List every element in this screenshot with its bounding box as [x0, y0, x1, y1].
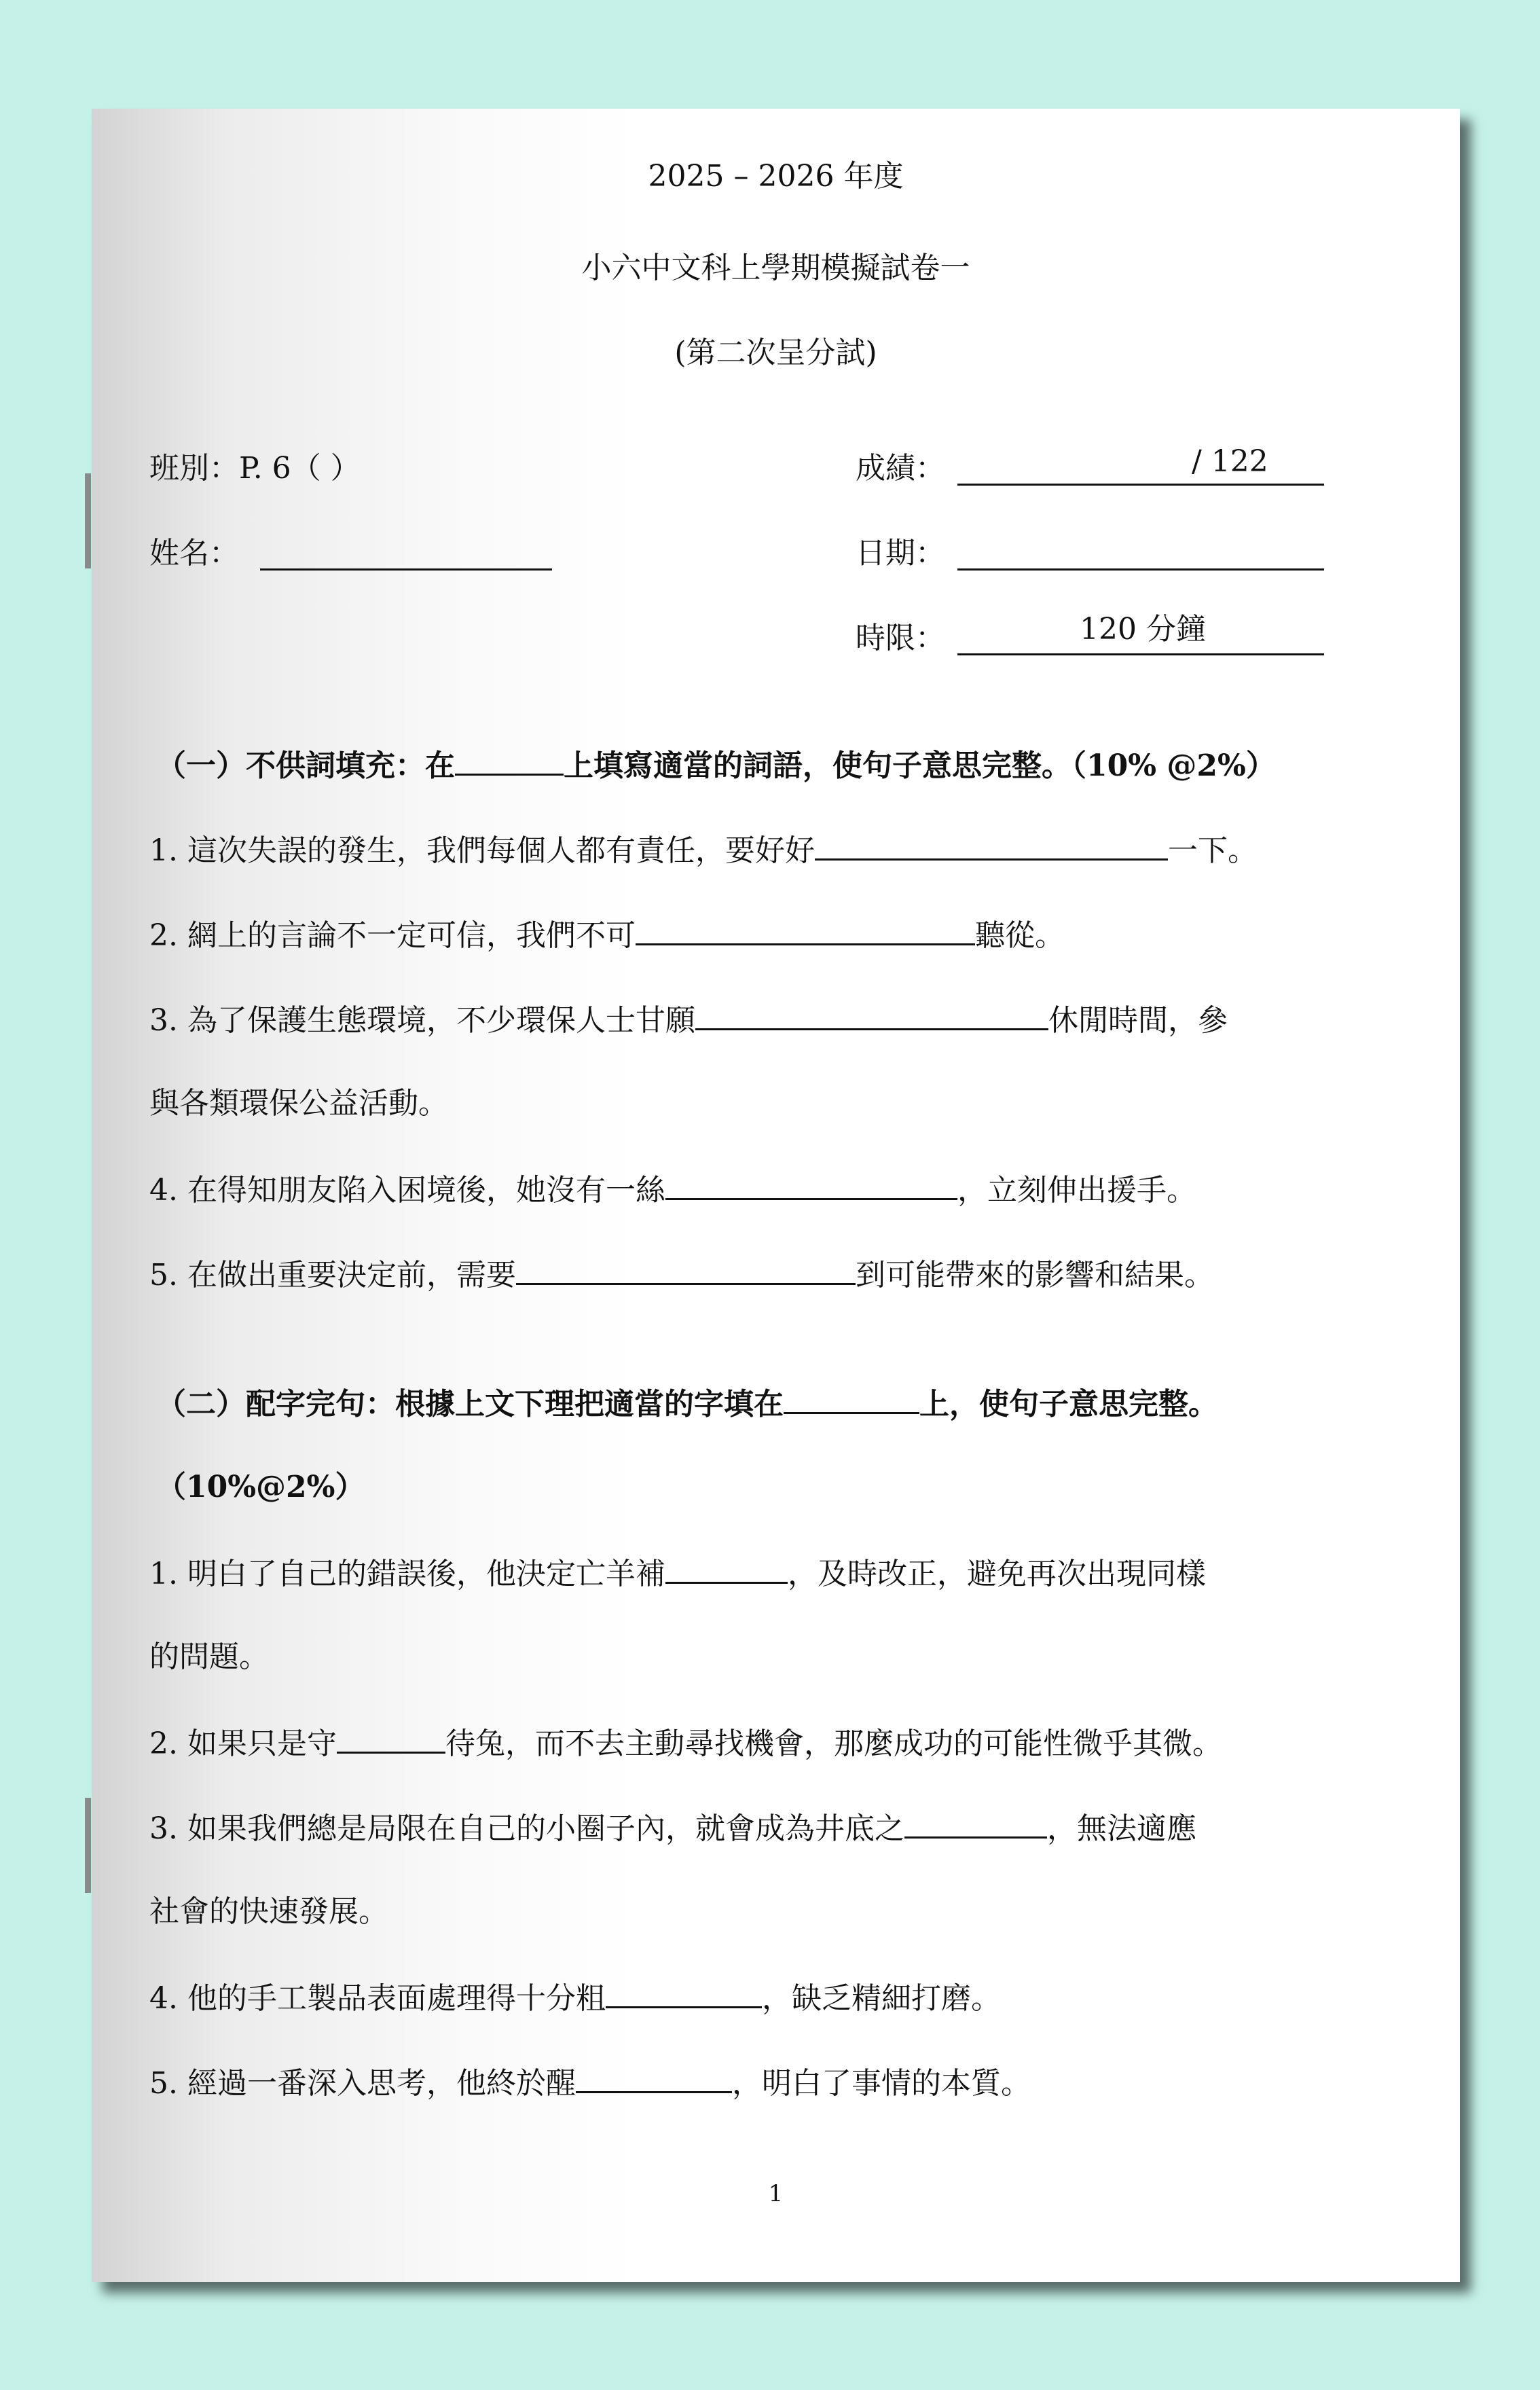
class-label: 班別：P. 6（ ） — [149, 451, 361, 486]
s2-question-2: 2. 如果只是守 待兔，而不去主動尋找機會，那麼成功的可能性微乎其微。 — [149, 1722, 1222, 1764]
s2-question-1-cont: 的問題。 — [149, 1640, 269, 1674]
section2-heading-cont: （10%@2%） — [156, 1470, 365, 1504]
exam-page — [92, 109, 1460, 2282]
answer-blank[interactable] — [695, 998, 1048, 1030]
answer-blank[interactable] — [904, 1807, 1047, 1839]
s2-question-5: 5. 經過一番深入思考，他終於醒 ，明白了事情的本質。 — [149, 2061, 1031, 2104]
answer-blank[interactable] — [815, 829, 1168, 861]
date-field[interactable] — [957, 568, 1324, 571]
s1-question-3: 3. 為了保護生態環境，不少環保人士甘願 休閒時間，參 — [149, 998, 1228, 1041]
s1-question-1: 1. 這次失誤的發生，我們每個人都有責任，要好好 一下。 — [149, 829, 1258, 871]
name-label: 姓名： — [149, 536, 239, 571]
binder-tab — [85, 1798, 91, 1893]
s2-question-3: 3. 如果我們總是局限在自己的小圈子內，就會成為井底之 ，無法適應 — [149, 1807, 1196, 1849]
date-label: 日期： — [856, 536, 945, 571]
score-value: / 122 — [1192, 444, 1268, 479]
s1-question-5: 5. 在做出重要決定前，需要 到可能帶來的影響和結果。 — [149, 1253, 1214, 1296]
s1-question-3-cont: 與各類環保公益活動。 — [149, 1086, 448, 1121]
s2-question-1: 1. 明白了自己的錯誤後，他決定亡羊補 ，及時改正，避免再次出現同樣 — [149, 1552, 1206, 1595]
answer-blank[interactable] — [636, 913, 975, 945]
exam-subtitle: (第二次呈分試) — [674, 336, 877, 370]
time-label: 時限： — [856, 621, 945, 655]
score-label: 成績： — [856, 451, 945, 486]
answer-blank[interactable] — [606, 1976, 762, 2008]
s2-question-4: 4. 他的手工製品表面處理得十分粗 ，缺乏精細打磨。 — [149, 1976, 1001, 2019]
section2-heading: （二）配字完句：根據上文下理把適當的字填在 上，使句子意思完整。 — [156, 1382, 1218, 1425]
time-field — [957, 653, 1324, 655]
answer-blank[interactable] — [665, 1552, 788, 1584]
exam-title: 小六中文科上學期模擬試卷一 — [581, 251, 970, 285]
answer-blank[interactable] — [665, 1168, 957, 1200]
answer-blank[interactable] — [516, 1253, 856, 1285]
s1-question-2: 2. 網上的言論不一定可信，我們不可 聽從。 — [149, 913, 1065, 956]
s2-question-3-cont: 社會的快速發展。 — [149, 1894, 388, 1929]
binder-tab — [85, 473, 91, 568]
time-value: 120 分鐘 — [1080, 612, 1206, 647]
s1-question-4: 4. 在得知朋友陷入困境後，她沒有一絲 ，立刻伸出援手。 — [149, 1168, 1196, 1211]
page-number: 1 — [768, 2180, 784, 2207]
exam-year: 2025 – 2026 年度 — [648, 159, 904, 194]
answer-blank[interactable] — [337, 1722, 445, 1754]
section1-heading: （一）不供詞填充：在 上填寫適當的詞語，使句子意思完整。（10% @2%） — [156, 744, 1276, 786]
score-field[interactable] — [957, 484, 1324, 486]
answer-blank[interactable] — [576, 2061, 732, 2093]
name-field[interactable] — [260, 568, 552, 571]
